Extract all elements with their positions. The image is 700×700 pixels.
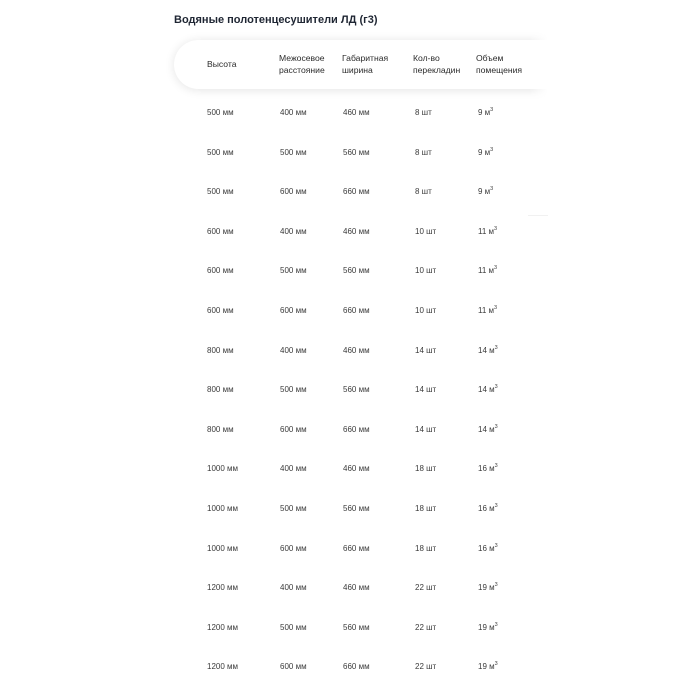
cell-spacing: 600 мм bbox=[280, 662, 307, 671]
cell-volume: 9 $м^3$ bbox=[478, 107, 494, 117]
table-row bbox=[0, 503, 700, 517]
cell-height: 1200 мм bbox=[207, 583, 239, 592]
cell-bars: 18 шт bbox=[415, 464, 437, 473]
cell-bars: 14 шт bbox=[415, 425, 437, 434]
cell-width: 460 мм bbox=[343, 227, 370, 236]
page-title: Водяные полотенцесушители ЛД (г3) bbox=[174, 14, 378, 26]
cell-height: 600 мм bbox=[207, 266, 234, 275]
table-row bbox=[0, 226, 700, 240]
cell-volume: 11 $м^3$ bbox=[478, 305, 498, 315]
cell-height: 500 мм bbox=[207, 148, 234, 157]
cell-width: 560 мм bbox=[343, 623, 370, 632]
cell-spacing: 400 мм bbox=[280, 108, 307, 117]
cell-bars: 8 шт bbox=[415, 187, 432, 196]
cell-width: 660 мм bbox=[343, 306, 370, 315]
cell-height: 600 мм bbox=[207, 306, 234, 315]
cell-bars: 22 шт bbox=[415, 662, 437, 671]
unit-superscript: 3 bbox=[490, 186, 494, 192]
unit-superscript: 3 bbox=[494, 384, 498, 390]
cell-bars: 14 шт bbox=[415, 385, 437, 394]
cell-volume: 19 $м^3$ bbox=[478, 582, 498, 592]
cell-bars: 10 шт bbox=[415, 227, 437, 236]
table-row bbox=[0, 463, 700, 477]
unit-superscript: 3 bbox=[494, 543, 498, 549]
table-row bbox=[0, 661, 700, 675]
cell-spacing: 500 мм bbox=[280, 266, 307, 275]
cell-spacing: 500 мм bbox=[280, 148, 307, 157]
unit-superscript: 3 bbox=[490, 147, 494, 153]
cell-spacing: 500 мм bbox=[280, 385, 307, 394]
cell-volume: 11 $м^3$ bbox=[478, 226, 498, 236]
cell-height: 800 мм bbox=[207, 425, 234, 434]
cell-volume: 16 $м^3$ bbox=[478, 503, 498, 513]
table-row bbox=[0, 384, 700, 398]
cell-volume: 19 $м^3$ bbox=[478, 622, 498, 632]
cell-bars: 8 шт bbox=[415, 108, 432, 117]
cell-height: 1200 мм bbox=[207, 662, 239, 671]
unit-superscript: 3 bbox=[494, 345, 498, 351]
table-row bbox=[0, 265, 700, 279]
cell-bars: 10 шт bbox=[415, 266, 437, 275]
cell-height: 1200 мм bbox=[207, 623, 239, 632]
cell-width: 660 мм bbox=[343, 187, 370, 196]
table-row bbox=[0, 345, 700, 359]
table-row bbox=[0, 543, 700, 557]
cell-volume: 16 $м^3$ bbox=[478, 463, 498, 473]
cell-volume: 19 $м^3$ bbox=[478, 661, 498, 671]
cell-width: 460 мм bbox=[343, 346, 370, 355]
unit-superscript: 3 bbox=[490, 107, 494, 113]
table-row bbox=[0, 186, 700, 200]
cell-volume: 14 $м^3$ bbox=[478, 384, 498, 394]
cell-spacing: 600 мм bbox=[280, 425, 307, 434]
cell-spacing: 400 мм bbox=[280, 583, 307, 592]
unit-superscript: 3 bbox=[494, 265, 498, 271]
cell-volume: 16 $м^3$ bbox=[478, 543, 498, 553]
unit-superscript: 3 bbox=[494, 503, 498, 509]
cell-height: 1000 мм bbox=[207, 464, 239, 473]
column-header-bars: Кол-во перекладин bbox=[413, 53, 461, 75]
cell-spacing: 500 мм bbox=[280, 623, 307, 632]
cell-bars: 18 шт bbox=[415, 504, 437, 513]
column-header-spacing: Межосевое расстояние bbox=[279, 53, 325, 75]
cell-volume: 14 $м^3$ bbox=[478, 345, 498, 355]
unit-superscript: 3 bbox=[494, 226, 498, 232]
cell-height: 800 мм bbox=[207, 346, 234, 355]
cell-spacing: 600 мм bbox=[280, 544, 307, 553]
cell-spacing: 400 мм bbox=[280, 227, 307, 236]
cell-width: 560 мм bbox=[343, 266, 370, 275]
table-row bbox=[0, 424, 700, 438]
unit-superscript: 3 bbox=[494, 661, 498, 667]
cell-height: 500 мм bbox=[207, 108, 234, 117]
cell-height: 600 мм bbox=[207, 227, 234, 236]
unit-superscript: 3 bbox=[494, 424, 498, 430]
cell-width: 660 мм bbox=[343, 662, 370, 671]
scroll-fade bbox=[530, 30, 600, 100]
table-row bbox=[0, 305, 700, 319]
unit-superscript: 3 bbox=[494, 582, 498, 588]
cell-bars: 14 шт bbox=[415, 346, 437, 355]
divider bbox=[528, 215, 548, 216]
cell-volume: 14 $м^3$ bbox=[478, 424, 498, 434]
cell-bars: 8 шт bbox=[415, 148, 432, 157]
column-header-width: Габаритная ширина bbox=[342, 53, 389, 75]
cell-height: 1000 мм bbox=[207, 504, 239, 513]
unit-superscript: 3 bbox=[494, 622, 498, 628]
cell-bars: 22 шт bbox=[415, 623, 437, 632]
column-header-height: Высота bbox=[207, 59, 237, 69]
cell-width: 560 мм bbox=[343, 504, 370, 513]
cell-width: 660 мм bbox=[343, 425, 370, 434]
cell-bars: 18 шт bbox=[415, 544, 437, 553]
cell-width: 560 мм bbox=[343, 385, 370, 394]
cell-height: 500 мм bbox=[207, 187, 234, 196]
cell-width: 560 мм bbox=[343, 148, 370, 157]
cell-volume: 9 $м^3$ bbox=[478, 186, 494, 196]
cell-bars: 10 шт bbox=[415, 306, 437, 315]
cell-width: 460 мм bbox=[343, 464, 370, 473]
cell-volume: 9 $м^3$ bbox=[478, 147, 494, 157]
cell-volume: 11 $м^3$ bbox=[478, 265, 498, 275]
cell-height: 800 мм bbox=[207, 385, 234, 394]
cell-spacing: 400 мм bbox=[280, 464, 307, 473]
table-row bbox=[0, 147, 700, 161]
column-header-volume: Объем помещения bbox=[476, 53, 523, 75]
cell-width: 660 мм bbox=[343, 544, 370, 553]
cell-spacing: 600 мм bbox=[280, 306, 307, 315]
cell-spacing: 400 мм bbox=[280, 346, 307, 355]
cell-height: 1000 мм bbox=[207, 544, 239, 553]
table-row bbox=[0, 107, 700, 121]
cell-bars: 22 шт bbox=[415, 583, 437, 592]
table-row bbox=[0, 622, 700, 636]
cell-spacing: 500 мм bbox=[280, 504, 307, 513]
unit-superscript: 3 bbox=[494, 463, 498, 469]
table-row bbox=[0, 582, 700, 596]
cell-width: 460 мм bbox=[343, 108, 370, 117]
unit-superscript: 3 bbox=[494, 305, 498, 311]
cell-width: 460 мм bbox=[343, 583, 370, 592]
cell-spacing: 600 мм bbox=[280, 187, 307, 196]
